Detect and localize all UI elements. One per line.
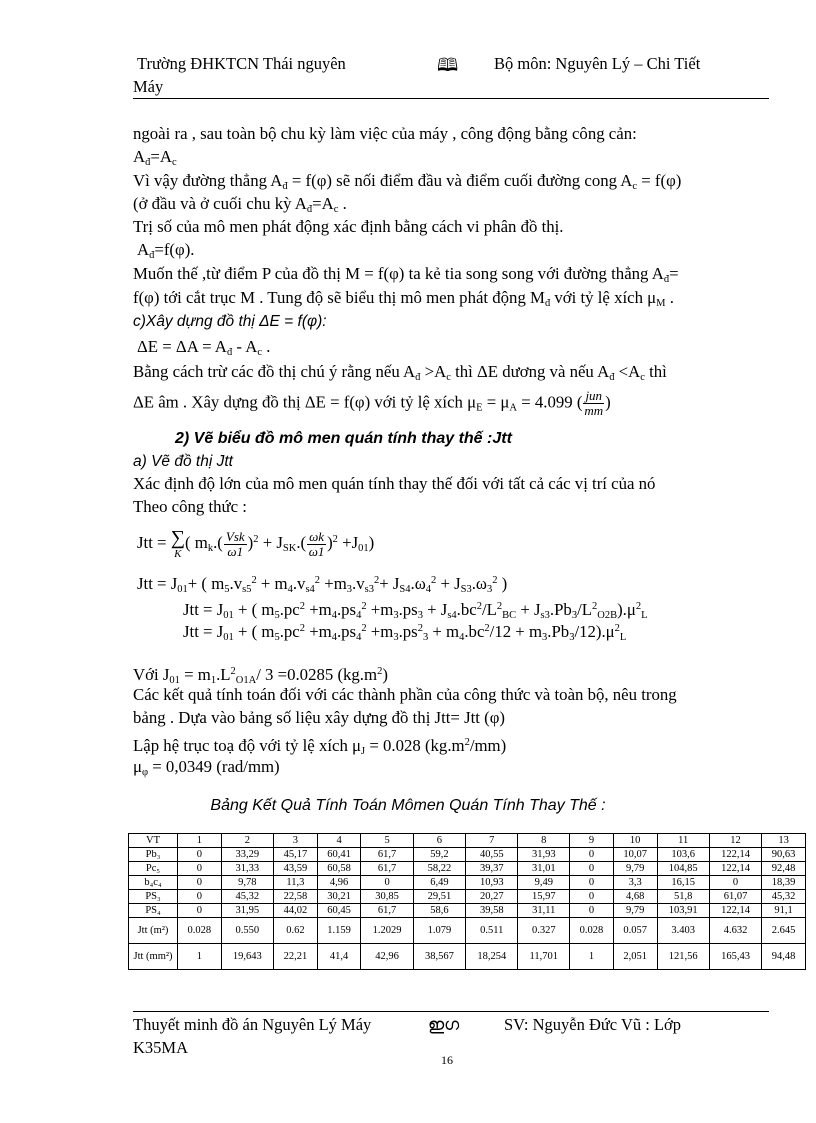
table-cell: 103,91 [657,904,709,918]
table-cell: 29,51 [413,890,465,904]
table-cell: 9,79 [613,862,657,876]
table-cell: 51,8 [657,890,709,904]
table-row [129,918,806,944]
table-cell: 11,3 [274,876,318,890]
body-line-16: Theo công thức : [133,497,247,516]
table-cell: 42,96 [361,944,413,970]
table-cell: 122,14 [709,862,761,876]
body-line-15: Xác định độ lớn của mô men quán tính thay thế đối với tất cả các vị trí của nó [133,474,656,493]
table-cell: 60,41 [317,848,361,862]
footer-ornament: ഇഗ [428,1015,460,1034]
table-cell: 15,97 [518,890,570,904]
table-header-cell: 13 [762,834,806,848]
table-cell: 22,21 [274,944,318,970]
table-header-row [129,834,806,848]
table-cell: 0.550 [221,918,273,944]
body-line-19: Các kết quả tính toán đối với các thành phần của công thức và toàn bộ, nêu trong [133,685,677,704]
table-header-cell: 12 [709,834,761,848]
table-cell: 38,567 [413,944,465,970]
table-cell: 0 [570,876,614,890]
table-cell: 45,32 [762,890,806,904]
row-label: PS₄ [129,904,178,918]
table-cell: 0 [178,848,222,862]
formula-j01: Với $J_{01} = m_1.L^2_{O1A}/$ 3 =0.0285 $(kg.m^2)$ [133,665,388,686]
table-cell: 0.327 [518,918,570,944]
table-header-cell: 9 [570,834,614,848]
table-cell: 0.028 [178,918,222,944]
table-cell: 1.079 [413,918,465,944]
table-cell: 122,14 [709,904,761,918]
table-cell: 0 [178,876,222,890]
table-cell: 11,701 [518,944,570,970]
table-cell: 2.645 [762,918,806,944]
subheading-a: a) Vẽ đồ thị Jtt [133,453,233,470]
table-header-cell: 6 [413,834,465,848]
table-cell: 39,58 [466,904,518,918]
row-label: Pc₅ [129,862,178,876]
table-cell: 61,7 [361,862,413,876]
footer-class: K35MA [133,1038,189,1057]
table-cell: 41,4 [317,944,361,970]
table-cell: 1 [178,944,222,970]
table-cell: 0.028 [570,918,614,944]
table-header-cell: 4 [317,834,361,848]
table-cell: 3,3 [613,876,657,890]
table-cell: 45,17 [274,848,318,862]
table-cell: 20,27 [466,890,518,904]
table-cell: 0 [709,876,761,890]
row-label: PS₃ [129,890,178,904]
header-rule [133,98,769,99]
table-row [129,890,806,904]
formula-jtt-3: Jtt = $J_{01}$ + ( $m_5.pc^2 +m_4.ps_4^2 +m_3.ps_3 + J_{s4}.bc^2/L^2_{BC} + J_{s3}.Pb_3/L^2_{O2B}).\mu^2_L$ [183,600,648,621]
book-icon: 🕮 [437,55,459,75]
formula-jtt-2: Jtt = $J_{01}+$ ( $m_5.v_{s5}^2 + m_4.v_{s4}^2 +m_3.v_{s3}^2+ J_{S4}.\omega_4^2 + J_{S3}.\omega_3^2$ ) [137,574,508,595]
body-line-6: $A_đ=f(\varphi)$. [137,240,195,261]
footer-title: Thuyết minh đồ án Nguyên Lý Máy [133,1015,372,1034]
table-header-cell: 11 [657,834,709,848]
table-header-cell: 8 [518,834,570,848]
table-cell: 9,49 [518,876,570,890]
table-cell: 9,79 [613,904,657,918]
table-cell: 31,93 [518,848,570,862]
table-cell: 2,051 [613,944,657,970]
table-cell: 9,78 [221,876,273,890]
table-cell: 122,14 [709,848,761,862]
table-cell: 92,48 [762,862,806,876]
table-row [129,862,806,876]
table-header-cell: 1 [178,834,222,848]
heading-2: 2) Vẽ biểu đồ mô men quán tính thay thế :Jtt [175,430,512,447]
table-cell: 30,21 [317,890,361,904]
table-cell: 0 [178,862,222,876]
row-label: Jtt (m²) [129,918,178,944]
formula-delta-e: $\Delta E = \Delta A = A_đ - A_c$ . [137,337,271,358]
table-cell: 43,59 [274,862,318,876]
unit-fraction: $\frac{\text{jun}}{mm}$ [584,388,604,418]
table-cell: 58,22 [413,862,465,876]
table-cell: 4,68 [613,890,657,904]
table-cell: 4,96 [317,876,361,890]
row-label: b₄c₄ [129,876,178,890]
table-caption: Bảng Kết Quả Tính Toán Mômen Quán Tính Thay Thế : [210,797,606,814]
table-cell: 0 [570,862,614,876]
body-line-11: Bằng cách trừ các đồ thị chú ý rằng nếu $A_đ >A_c$ thì ΔE dương và nếu $A_đ <A_c$ thì [133,362,667,383]
body-line-5: Trị số của mô men phát động xác định bằng cách vi phân đồ thị. [133,217,564,236]
table-row [129,848,806,862]
row-label: Pb₃ [129,848,178,862]
table-cell: 61,07 [709,890,761,904]
table-cell: 16,15 [657,876,709,890]
table-cell: 44,02 [274,904,318,918]
table-cell: 0 [361,876,413,890]
row-label: Jtt (mm²) [129,944,178,970]
body-line-7: Muốn thế ,từ điểm P của đồ thị M = f(φ) ta kẻ tia song song với đường thẳng $A_đ=$ [133,264,679,285]
table-cell: 30,85 [361,890,413,904]
table-cell: 0.511 [466,918,518,944]
table-cell: 94,48 [762,944,806,970]
table-header-cell: 5 [361,834,413,848]
body-line-1: ngoài ra , sau toàn bộ chu kỳ làm việc của máy , công động bằng công cản: [133,124,637,143]
table-cell: 19,643 [221,944,273,970]
table-cell: 31,01 [518,862,570,876]
table-cell: 90,63 [762,848,806,862]
table-cell: 104,85 [657,862,709,876]
table-cell: 60,58 [317,862,361,876]
table-cell: 18,39 [762,876,806,890]
formula-jtt-4: Jtt = $J_{01}$ + ( $m_5.pc^2 +m_4.ps_4^2 +m_3.ps^2_3 + m_4.bc^2/12 + m_3.Pb_3/12).\mu^2_L$ [183,622,627,643]
table-header-cell: 7 [466,834,518,848]
header-school-cont: Máy [133,77,164,96]
table-cell: 0.057 [613,918,657,944]
body-line-22: $\mu_\varphi = 0,0349$ (rad/mm) [133,757,280,778]
header-department: Bộ môn: Nguyên Lý – Chi Tiết [494,54,701,73]
table-row [129,876,806,890]
body-line-12: ΔE âm . Xây dựng đồ thị ΔE = f(φ) với tỷ lệ xích $\mu_E = \mu_A = 4.099$ ( $\frac{\text{jun}}{mm}$ ) [133,388,611,418]
page-number: 16 [441,1053,453,1067]
header-school: Trường ĐHKTCN Thái nguyên [137,54,346,73]
table-header-cell: 3 [274,834,318,848]
table-cell: 18,254 [466,944,518,970]
table-cell: 4.632 [709,918,761,944]
table-cell: 0 [570,848,614,862]
table-cell: 60,45 [317,904,361,918]
table-cell: 39,37 [466,862,518,876]
body-line-2: $A_đ=A_c$ [133,147,177,168]
table-cell: 0 [178,904,222,918]
body-line-20: bảng . Dựa vào bảng số liệu xây dựng đồ thị Jtt= Jtt (φ) [133,708,505,727]
table-header-cell: 2 [221,834,273,848]
table-cell: 10,93 [466,876,518,890]
table-cell: 22,58 [274,890,318,904]
results-table [128,833,806,970]
table-cell: 40,55 [466,848,518,862]
table-header-cell: VT [129,834,178,848]
table-cell: 61,7 [361,904,413,918]
footer-rule [133,1011,769,1012]
table-cell: 58,6 [413,904,465,918]
body-line-8: f(φ) tới cắt trục M . Tung độ sẽ biểu thị mô men phát động $M_đ$ với tỷ lệ xích $\mu_M$ . [133,288,674,309]
table-cell: 0 [570,890,614,904]
footer-student: SV: Nguyễn Đức Vũ : Lớp [504,1015,682,1034]
table-cell: 103,6 [657,848,709,862]
table-cell: 59,2 [413,848,465,862]
formula-jtt-1: Jtt = ∑ K ( $m_k$.( $\frac{\text{Vsk}}{\omega 1}$ )$^2 + J_{SK}$.( $\frac{\omega k}{\omega 1}$ )$^2 +J_{01}$) [137,527,375,561]
body-line-4: (ở đầu và ở cuối chu kỳ $A_đ=A_c$ . [133,194,347,215]
table-cell: 31,33 [221,862,273,876]
table-cell: 33,29 [221,848,273,862]
table-cell: 1 [570,944,614,970]
table-cell: 165,43 [709,944,761,970]
table-cell: 31,95 [221,904,273,918]
table-cell: 0 [178,890,222,904]
table-row [129,944,806,970]
table-cell: 121,56 [657,944,709,970]
table-cell: 1.2029 [361,918,413,944]
table-cell: 0.62 [274,918,318,944]
table-cell: 6,49 [413,876,465,890]
table-cell: 61,7 [361,848,413,862]
table-cell: 0 [570,904,614,918]
table-cell: 10,07 [613,848,657,862]
table-header-cell: 10 [613,834,657,848]
table-cell: 45,32 [221,890,273,904]
table-cell: 31,11 [518,904,570,918]
table-cell: 1.159 [317,918,361,944]
table-cell: 91,1 [762,904,806,918]
subheading-c: c)Xây dựng đồ thị ΔE = f(φ): [133,313,327,330]
body-line-21: Lập hệ trục toạ độ với tỷ lệ xích $\mu_J = 0.028$ $(kg.m^2/mm)$ [133,736,507,757]
table-row [129,904,806,918]
table-cell: 3.403 [657,918,709,944]
body-line-3: Vì vậy đường thẳng $A_đ = f(\varphi)$ sẽ nối điểm đầu và điểm cuối đường cong $A_c = f(\varphi)$ [133,171,682,192]
